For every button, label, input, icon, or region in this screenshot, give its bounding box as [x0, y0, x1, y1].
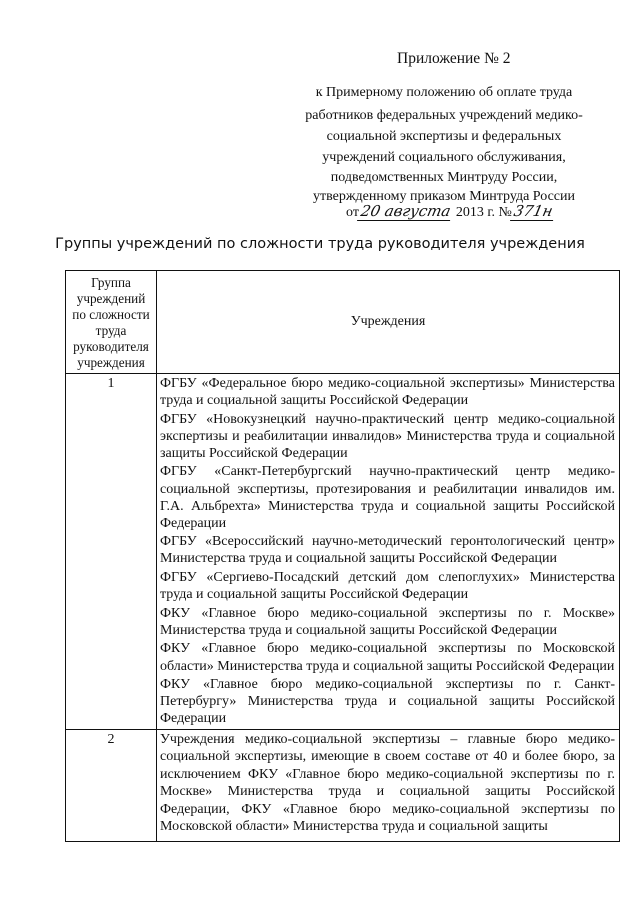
appendix-line: учреждений социального обслуживания,: [322, 150, 566, 165]
groups-table: [65, 270, 620, 842]
order-number-prefix: №: [498, 205, 512, 220]
header-line: руководителя: [73, 339, 149, 354]
appendix-line: социальной экспертизы и федеральных: [326, 129, 562, 144]
appendix-line: утвержденному приказом Минтруда России: [313, 189, 575, 204]
header-line: учреждения: [77, 355, 145, 370]
header-line: труда: [95, 323, 127, 338]
column-header-group: [66, 271, 157, 374]
group-number: 2: [66, 729, 157, 841]
header-line: учреждений: [76, 291, 146, 306]
appendix-line: подведомственных Минтруду России,: [330, 170, 558, 185]
appendix-line: работников федеральных учреждений медико-: [305, 108, 583, 123]
table-header-row: [66, 271, 620, 374]
handwritten-number: 371н: [510, 202, 557, 221]
group-number: 1: [66, 374, 157, 730]
table-row: [66, 729, 620, 841]
order-prefix: от: [346, 205, 359, 220]
institutions-cell: [157, 374, 620, 730]
institution-item: ФКУ «Главное бюро медико-социальной экспертизы по г. Санкт-Петербургу» Министерства труда и социальной защиты Российской Федерации: [160, 677, 615, 727]
document-heading: Группы учреждений по сложности труда руководителя учреждения: [55, 236, 585, 252]
header-line: Группа: [91, 275, 131, 290]
handwritten-date: 20 августа: [357, 202, 454, 221]
institution-item: ФГБУ «Санкт-Петербургский научно-практический центр медико-социальной экспертизы, протезирования и реабилитации инвалидов им. Г.А. Альбрехта» Министерства труда и социальной защиты Российской Федерации: [160, 464, 615, 531]
institution-item: ФГБУ «Сергиево-Посадский детский дом слепоглухих» Министерства труда и социальной защиты Российской Федерации: [160, 570, 615, 603]
institution-item: ФГБУ «Всероссийский научно-методический геронтологический центр» Министерства труда и социальной защиты Российской Федерации: [160, 534, 615, 567]
institutions-cell: Учреждения медико-социальной экспертизы – главные бюро медико-социальной экспертизы, имеющие в своем составе от 40 и более бюро, за исключением ФКУ «Главное бюро медико-социальной экспертизы по г. Москве» Министерства труда и социальной защиты Российской Федерации, ФКУ «Главное бюро медико-социальной экспертизы по Московской области» Министерства труда и социальной защиты: [157, 729, 620, 841]
header-line: по сложности: [72, 307, 150, 322]
order-line: [346, 202, 554, 221]
institution-item: ФГБУ «Федеральное бюро медико-социальной экспертизы» Министерства труда и социальной защиты Российской Федерации: [160, 376, 615, 409]
institution-item: ФКУ «Главное бюро медико-социальной экспертизы по г. Москве» Министерства труда и социальной защиты Российской Федерации: [160, 605, 615, 638]
column-header-institutions: Учреждения: [157, 271, 620, 374]
institution-item: ФГБУ «Новокузнецкий научно-практический центр медико-социальной экспертизы и реабилитации инвалидов» Министерства труда и социальной защиты Российской Федерации: [160, 411, 615, 461]
order-year: 2013 г.: [455, 205, 495, 220]
appendix-line: к Примерному положению об оплате труда: [315, 85, 573, 100]
table-row: [66, 374, 620, 730]
institution-item: ФКУ «Главное бюро медико-социальной экспертизы по Московской области» Министерства труда и социальной защиты Российской Федерации: [160, 641, 615, 674]
appendix-title: Приложение № 2: [397, 50, 511, 67]
